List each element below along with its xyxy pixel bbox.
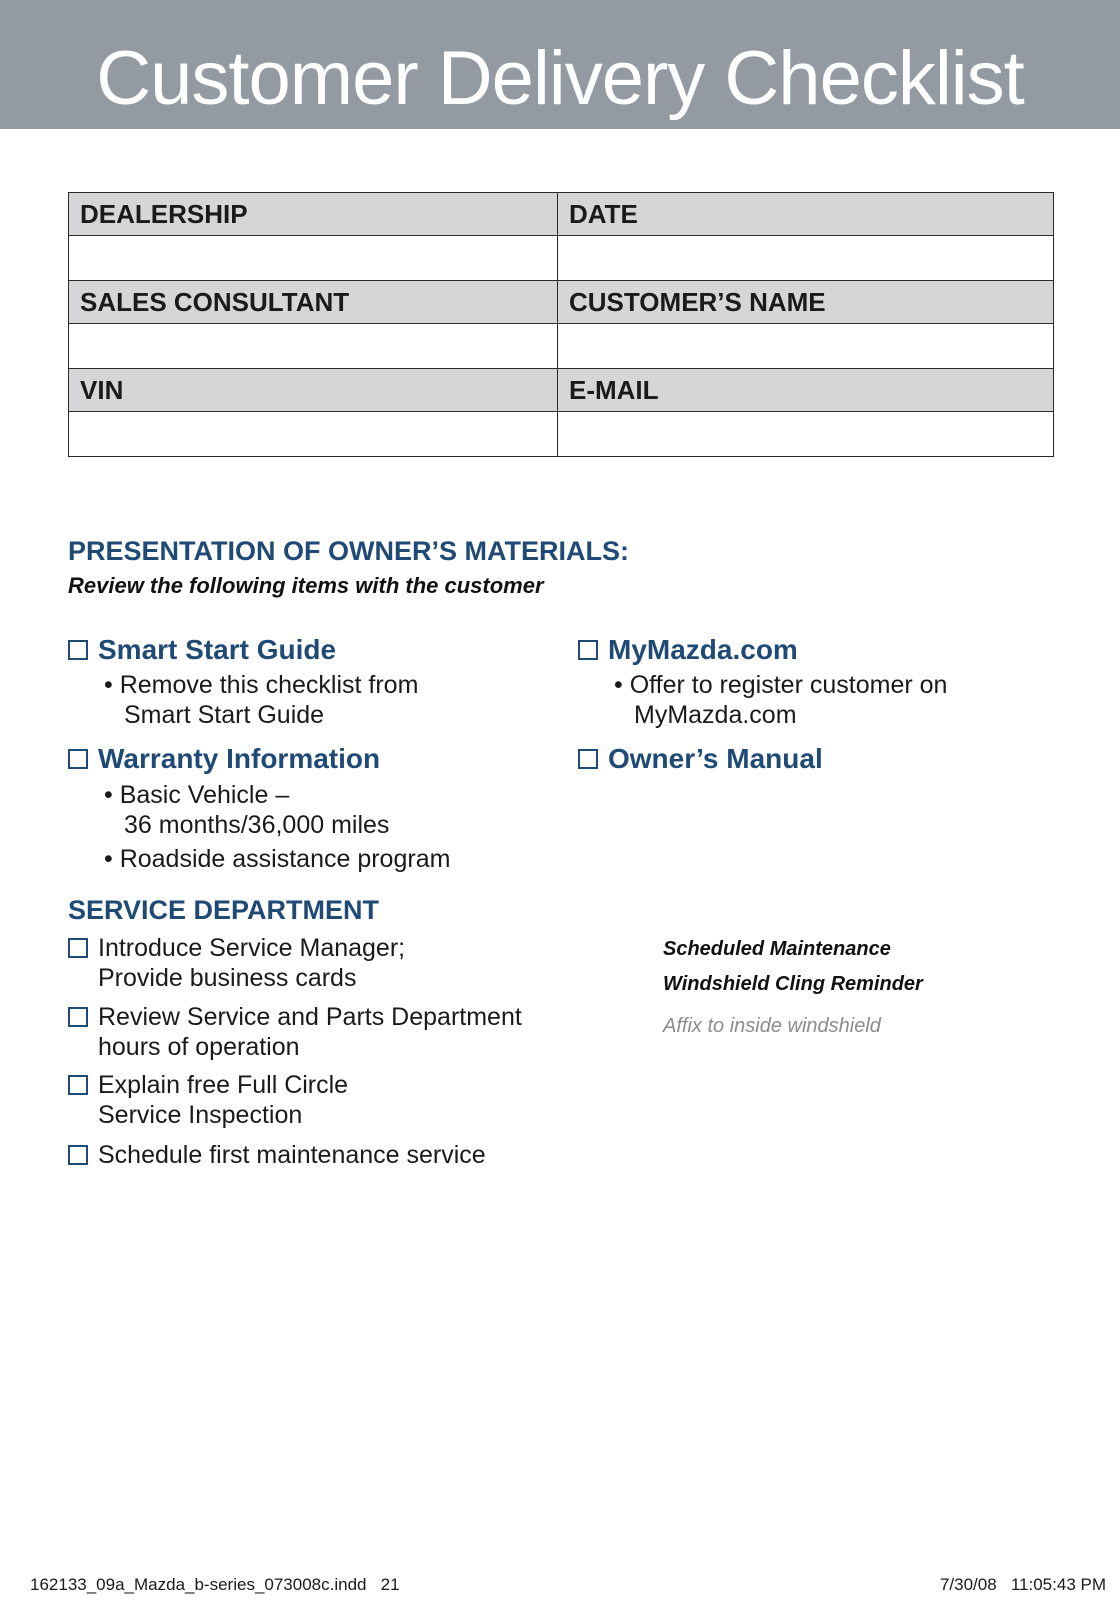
service-item-schedule-maintenance[interactable]: [68, 1140, 486, 1170]
smart-start-guide-bullet: • Remove this checklist from: [104, 671, 419, 699]
customer-name-label: CUSTOMER’S NAME: [558, 281, 1054, 324]
sales-consultant-field[interactable]: [69, 324, 558, 369]
smart-start-guide-item[interactable]: [68, 633, 336, 667]
service-item-line: Provide business cards: [98, 964, 357, 992]
table-row: [69, 324, 1054, 369]
date-label: DATE: [558, 193, 1054, 236]
warranty-information-title: Warranty Information: [98, 743, 381, 774]
smart-start-guide-title: Smart Start Guide: [98, 634, 337, 665]
table-row: [69, 236, 1054, 281]
date-field[interactable]: [558, 236, 1054, 281]
email-field[interactable]: [558, 412, 1054, 457]
service-item-checkbox[interactable]: [68, 1007, 88, 1027]
service-item-checkbox[interactable]: [68, 1145, 88, 1165]
table-row: [69, 281, 1054, 324]
service-item-line: Introduce Service Manager;: [98, 934, 406, 962]
footer-timestamp: 7/30/08 11:05:43 PM: [939, 1575, 1106, 1594]
customer-info-table: [68, 192, 1054, 457]
service-department-heading: SERVICE DEPARTMENT: [68, 895, 380, 925]
table-row: [69, 412, 1054, 457]
service-item-checkbox[interactable]: [68, 1075, 88, 1095]
windshield-cling-note: Windshield Cling Reminder: [663, 973, 923, 995]
service-item-line: Schedule first maintenance service: [98, 1141, 486, 1169]
mymazda-checkbox[interactable]: [578, 640, 598, 660]
table-row: [69, 193, 1054, 236]
footer-file-info: 162133_09a_Mazda_b-series_073008c.indd 21: [30, 1575, 400, 1594]
warranty-information-item[interactable]: [68, 742, 380, 776]
warranty-bullet-basic-cont: 36 months/36,000 miles: [124, 811, 390, 839]
service-item-line: Service Inspection: [98, 1101, 303, 1129]
scheduled-maintenance-note: Scheduled Maintenance: [663, 938, 891, 960]
service-item-line: Explain free Full Circle: [98, 1071, 349, 1099]
service-item-line: hours of operation: [98, 1033, 300, 1061]
service-item-full-circle[interactable]: [68, 1070, 348, 1130]
vin-label: VIN: [69, 369, 558, 412]
affix-instruction-note: Affix to inside windshield: [663, 1015, 881, 1037]
email-label: E-MAIL: [558, 369, 1054, 412]
service-item-line: Review Service and Parts Department: [98, 1003, 522, 1031]
dealership-label: DEALERSHIP: [69, 193, 558, 236]
dealership-field[interactable]: [69, 236, 558, 281]
owners-manual-checkbox[interactable]: [578, 749, 598, 769]
customer-name-field[interactable]: [558, 324, 1054, 369]
sales-consultant-label: SALES CONSULTANT: [69, 281, 558, 324]
mymazda-item[interactable]: [578, 633, 798, 667]
smart-start-guide-bullet-cont: Smart Start Guide: [124, 701, 325, 729]
owners-manual-title: Owner’s Manual: [608, 743, 823, 774]
mymazda-bullet-cont: MyMazda.com: [634, 701, 797, 729]
owner-materials-subtitle: Review the following items with the customer: [68, 573, 544, 598]
warranty-information-checkbox[interactable]: [68, 749, 88, 769]
table-row: [69, 369, 1054, 412]
page-title: Customer Delivery Checklist: [96, 36, 1024, 121]
owner-materials-heading: PRESENTATION OF OWNER’S MATERIALS:: [68, 536, 629, 566]
service-item-review-hours[interactable]: [68, 1002, 522, 1062]
service-item-checkbox[interactable]: [68, 938, 88, 958]
mymazda-title: MyMazda.com: [608, 634, 798, 665]
service-item-introduce-manager[interactable]: [68, 933, 405, 993]
warranty-bullet-basic: • Basic Vehicle –: [104, 781, 290, 809]
mymazda-bullet: • Offer to register customer on: [614, 671, 948, 699]
vin-field[interactable]: [69, 412, 558, 457]
owners-manual-item[interactable]: [578, 742, 823, 776]
smart-start-guide-checkbox[interactable]: [68, 640, 88, 660]
warranty-bullet-roadside: • Roadside assistance program: [104, 845, 451, 873]
